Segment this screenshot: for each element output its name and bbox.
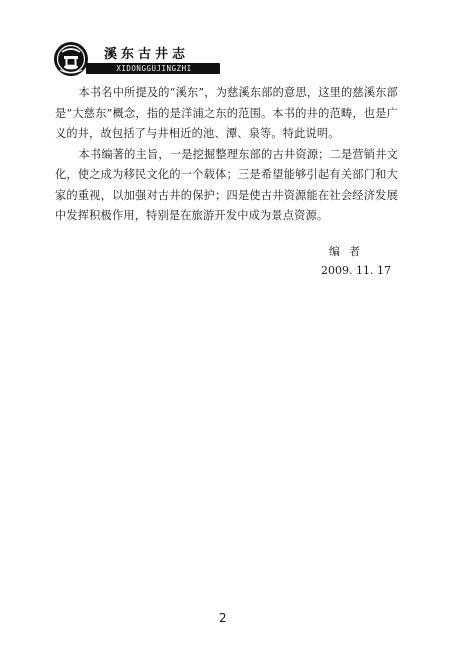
paragraph-2: 本书编著的主旨，一是挖掘整理东部的古井资源；二是营销井文化，使之成为移民文化的一个载体；三是希望能够引起有关部门和大家的重视，以加强对古井的保护；四是使古井资源能在社会经济发展中发挥积极作用，特别是在旅游开发中成为景点资源。	[55, 147, 398, 222]
page-number: 2	[219, 611, 227, 625]
logo-title: 溪东古井志	[104, 47, 190, 62]
body-text	[55, 83, 398, 227]
paragraph-1: 本书名中所提及的“溪东”，为慈溪东部的意思，这里的慈溪东部是“大慈东”概念，指的是洋浦之东的范围。本书的井的范畴，也是广义的井，故包括了与井相近的池、潭、泉等。特此说明。	[55, 86, 398, 140]
logo-subtitle: XIDONGGUJINGZHI	[116, 64, 192, 73]
date-stamp: 2009. 11. 17	[321, 264, 391, 277]
author-signature: 编者	[329, 245, 369, 258]
well-emblem-icon	[52, 40, 90, 78]
header-logo	[52, 40, 222, 80]
